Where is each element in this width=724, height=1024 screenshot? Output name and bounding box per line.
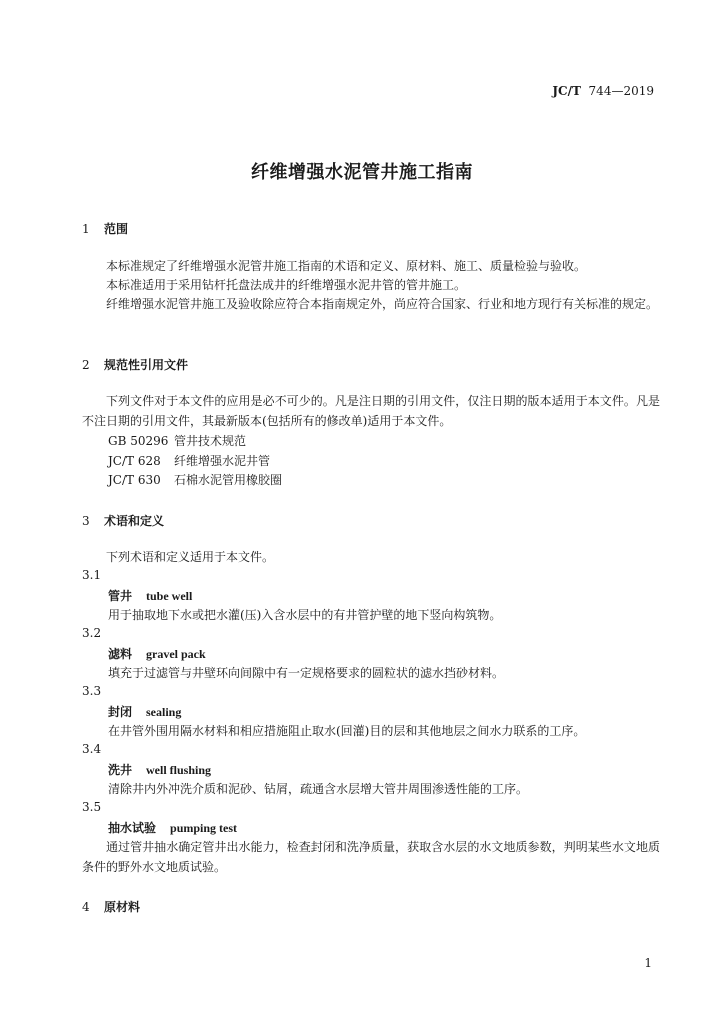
term-definition: 通过管井抽水确定管井出水能力，检查封闭和洗净质量，获取含水层的水文地质参数，判明某些水文地质条件的野外水文地质试验。 (82, 840, 660, 874)
term-name: 滤料 gravel pack (108, 647, 206, 661)
term-definition: 用于抽取地下水或把水灌(压)入含水层中的有井管护壁的地下竖向构筑物。 (108, 608, 502, 622)
section-1-para-3: 纤维增强水泥管井施工及验收除应符合本指南规定外，尚应符合国家、行业和地方现行有关标准的规定。 (106, 297, 659, 311)
section-3-heading: 3 术语和定义 (82, 514, 165, 528)
section-1-para-2: 本标准适用于采用钻杆托盘法成井的纤维增强水泥井管的管井施工。 (106, 278, 467, 292)
reference-item: JC/T 630 石棉水泥管用橡胶圈 (108, 473, 283, 487)
term-definition: 清除井内外冲洗介质和泥砂、钻屑，疏通含水层增大管井周围渗透性能的工序。 (108, 782, 529, 796)
term-definition: 填充于过滤管与井壁环向间隙中有一定规格要求的圆粒状的滤水挡砂材料。 (108, 666, 505, 680)
section-3-intro: 下列术语和定义适用于本文件。 (106, 550, 275, 564)
document-title: 纤维增强水泥管井施工指南 (251, 162, 473, 183)
term-name: 抽水试验 pumping test (108, 821, 238, 835)
section-2-heading: 2 规范性引用文件 (82, 358, 189, 372)
section-1-heading: 1 范围 (82, 222, 129, 236)
term-name: 封闭 sealing (108, 705, 182, 719)
term-number: 3.1 (82, 568, 102, 582)
reference-item: GB 50296 管井技术规范 (108, 434, 247, 448)
term-number: 3.2 (82, 626, 102, 640)
section-2-intro: 下列文件对于本文件的应用是必不可少的。凡是注日期的引用文件，仅注日期的版本适用于本文件。凡是不注日期的引用文件，其最新版本(包括所有的修改单)适用于本文件。 (82, 394, 660, 428)
section-1-para-1: 本标准规定了纤维增强水泥管井施工指南的术语和定义、原材料、施工、质量检验与验收。 (106, 259, 587, 273)
page-number: 1 (644, 956, 652, 970)
term-name: 管井 tube well (108, 589, 193, 603)
term-definition: 在井管外围用隔水材料和相应措施阻止取水(回灌)目的层和其他地层之间水力联系的工序。 (108, 724, 586, 738)
reference-item: JC/T 628 纤维增强水泥井管 (108, 454, 271, 468)
term-name: 洗井 well flushing (108, 763, 212, 777)
term-number: 3.4 (82, 742, 102, 756)
term-number: 3.5 (82, 800, 102, 814)
section-4-heading: 4 原材料 (82, 900, 141, 914)
standard-code: JC/T 744—2019 (552, 84, 654, 98)
term-number: 3.3 (82, 684, 102, 698)
